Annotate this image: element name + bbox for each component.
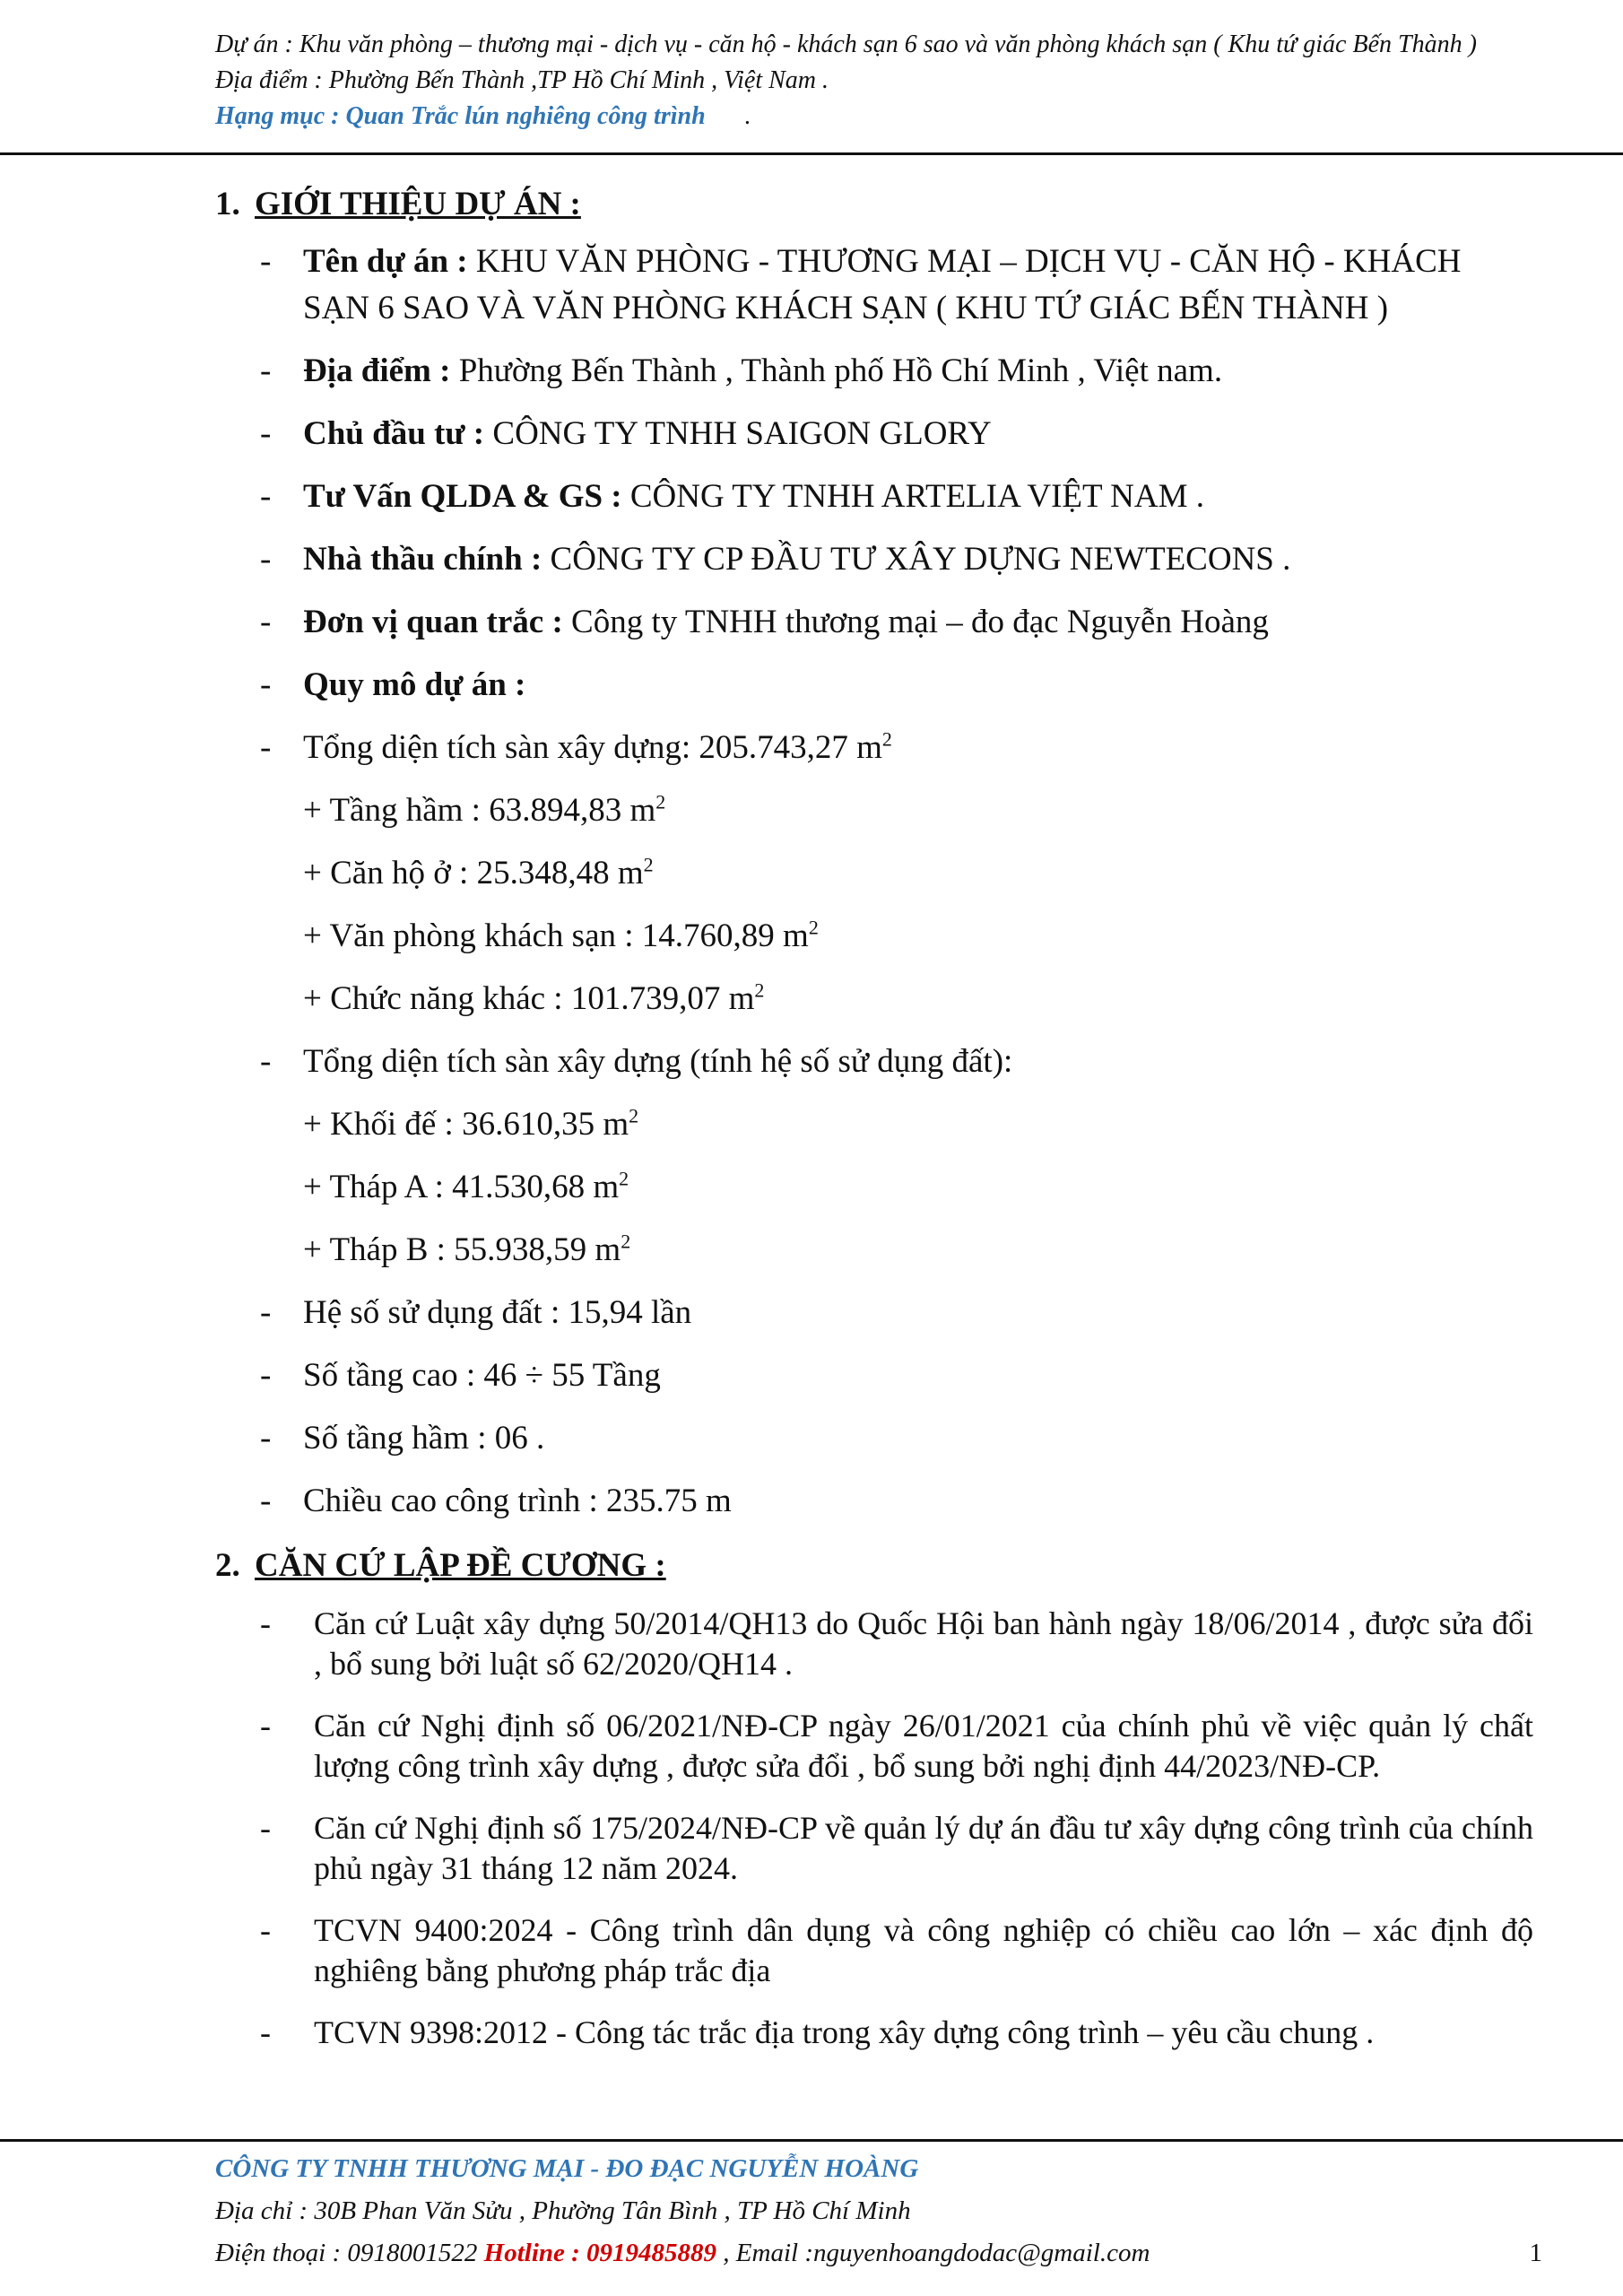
bullet-dash: - — [260, 1810, 271, 1846]
unit-superscript: 2 — [808, 916, 819, 939]
floor-area-apartments: + Căn hộ ở : 25.348,48 m — [303, 855, 644, 891]
header-divider — [0, 152, 1623, 155]
unit-superscript: 2 — [655, 790, 666, 813]
section-1-number: 1. — [215, 186, 240, 222]
item-label: Tư Vấn QLDA & GS : — [303, 478, 622, 515]
floor-area-part — [215, 850, 1533, 897]
bullet-dash: - — [260, 666, 272, 703]
legal-basis-item — [215, 1706, 1533, 1787]
building-height: Chiều cao công trình : 235.75 m — [303, 1483, 732, 1519]
header-category-line — [215, 99, 1560, 135]
legal-basis-text: TCVN 9400:2024 - Công trình dân dụng và công nghiệp có chiều cao lớn – xác định độ nghiêng bằng phương pháp trắc địa — [314, 1912, 1533, 1988]
land-use-coefficient: Hệ số sử dụng đất : 15,94 lần — [303, 1294, 692, 1331]
legal-basis-text: Căn cứ Luật xây dựng 50/2014/QH13 do Quốc Hội ban hành ngày 18/06/2014 , được sửa đổi , bổ sung bởi luật số 62/2020/QH14 . — [314, 1605, 1533, 1682]
legal-basis-item — [215, 1604, 1533, 1684]
unit-superscript: 2 — [881, 727, 892, 751]
stat-item — [215, 1415, 1533, 1462]
far-tower-b: + Tháp B : 55.938,59 m — [303, 1231, 621, 1268]
header-category-dot: . — [744, 102, 751, 130]
total-floor-area: Tổng diện tích sàn xây dựng: 205.743,27 m — [303, 729, 882, 766]
floor-area-part — [215, 787, 1533, 834]
page-number: 1 — [1529, 2239, 1542, 2267]
bullet-dash: - — [260, 2014, 271, 2050]
unit-superscript: 2 — [621, 1230, 631, 1253]
far-part — [215, 1227, 1533, 1274]
project-name-item — [215, 239, 1533, 332]
legal-basis-item — [215, 2013, 1533, 2053]
item-label: Nhà thầu chính : — [303, 541, 542, 578]
legal-basis-text: Căn cứ Nghị định số 175/2024/NĐ-CP về quản lý dự án đầu tư xây dựng công trình của chính phủ ngày 31 tháng 12 năm 2024. — [314, 1810, 1533, 1886]
page-footer — [215, 2148, 1542, 2274]
main-contractor-item — [215, 536, 1533, 583]
footer-contact-line — [215, 2232, 1542, 2274]
item-value: CÔNG TY TNHH SAIGON GLORY — [484, 415, 992, 452]
section-2-heading — [215, 1541, 1533, 1591]
bullet-dash: - — [260, 1605, 271, 1641]
document-body — [215, 179, 1533, 2074]
footer-company: CÔNG TY TNHH THƯƠNG MẠI - ĐO ĐẠC NGUYỄN HOÀNG — [215, 2154, 919, 2183]
far-part — [215, 1101, 1533, 1148]
section-2-number: 2. — [215, 1547, 240, 1584]
stat-item — [215, 1478, 1533, 1525]
floor-area-part — [215, 976, 1533, 1022]
consultant-item — [215, 474, 1533, 520]
bullet-dash: - — [260, 1043, 272, 1080]
legal-basis-item — [215, 1910, 1533, 1991]
unit-superscript: 2 — [754, 978, 765, 1002]
item-label: Đơn vị quan trắc : — [303, 604, 563, 640]
bullet-dash: - — [260, 604, 272, 640]
floor-area-basement: + Tầng hầm : 63.894,83 m — [303, 792, 656, 829]
far-area: Tổng diện tích sàn xây dựng (tính hệ số sử dụng đất): — [303, 1043, 1013, 1080]
section-1-heading — [215, 179, 1533, 230]
footer-divider — [0, 2139, 1623, 2142]
item-value: Phường Bến Thành , Thành phố Hồ Chí Minh , Việt nam. — [450, 352, 1223, 389]
legal-basis-text: Căn cứ Nghị định số 06/2021/NĐ-CP ngày 26/01/2021 của chính phủ về việc quản lý chất lượng công trình xây dựng , được sửa đổi , bổ sung bởi nghị định 44/2023/NĐ-CP. — [314, 1708, 1533, 1784]
item-label: Chủ đầu tư : — [303, 415, 485, 452]
bullet-dash: - — [260, 352, 272, 389]
location-item — [215, 348, 1533, 395]
total-floor-area-item — [215, 725, 1533, 771]
section-2-title: CĂN CỨ LẬP ĐỀ CƯƠNG : — [255, 1547, 666, 1584]
monitoring-unit-item — [215, 599, 1533, 646]
unit-superscript: 2 — [619, 1167, 629, 1190]
header-category: Hạng mục : Quan Trắc lún nghiêng công trình — [215, 102, 706, 130]
floor-area-hotel-office: + Văn phòng khách sạn : 14.760,89 m — [303, 918, 809, 954]
item-value: Công ty TNHH thương mại – đo đạc Nguyễn Hoàng — [562, 604, 1269, 640]
bullet-dash: - — [260, 478, 272, 515]
bullet-dash: - — [260, 729, 272, 766]
far-part — [215, 1164, 1533, 1211]
floor-area-part — [215, 913, 1533, 960]
item-label: Tên dự án : — [303, 243, 468, 280]
bullet-dash: - — [260, 1357, 272, 1394]
stat-item — [215, 1290, 1533, 1336]
bullet-dash: - — [260, 1483, 272, 1519]
item-value: CÔNG TY TNHH ARTELIA VIỆT NAM . — [621, 478, 1205, 515]
header-project-line: Dự án : Khu văn phòng – thương mại - dịch vụ - căn hộ - khách sạn 6 sao và văn phòng khách sạn ( Khu tứ giác Bến Thành ) — [215, 30, 1477, 58]
bullet-dash: - — [260, 415, 272, 452]
legal-basis-text: TCVN 9398:2012 - Công tác trắc địa trong xây dựng công trình – yêu cầu chung . — [314, 2014, 1375, 2050]
bullet-dash: - — [260, 1294, 272, 1331]
item-value: CÔNG TY CP ĐẦU TƯ XÂY DỰNG NEWTECONS . — [542, 541, 1291, 578]
project-scale-item — [215, 662, 1533, 709]
far-area-item — [215, 1039, 1533, 1085]
bullet-dash: - — [260, 1912, 271, 1948]
page-header — [215, 27, 1560, 135]
basement-count: Số tầng hầm : 06 . — [303, 1420, 545, 1457]
far-podium: + Khối đế : 36.610,35 m — [303, 1106, 629, 1143]
item-label: Quy mô dự án : — [303, 666, 526, 703]
stat-item — [215, 1352, 1533, 1399]
unit-superscript: 2 — [629, 1104, 639, 1127]
footer-address: Địa chỉ : 30B Phan Văn Sửu , Phường Tân Bình , TP Hồ Chí Minh — [215, 2196, 911, 2225]
investor-item — [215, 411, 1533, 457]
far-tower-a: + Tháp A : 41.530,68 m — [303, 1169, 620, 1205]
bullet-dash: - — [260, 541, 272, 578]
item-label: Địa điểm : — [303, 352, 451, 389]
header-location-line: Địa điểm : Phường Bến Thành ,TP Hồ Chí Minh , Việt Nam . — [215, 66, 829, 94]
footer-email: , Email :nguyenhoangdodac@gmail.com — [716, 2239, 1150, 2267]
bullet-dash: - — [260, 1420, 272, 1457]
item-value: KHU VĂN PHÒNG - THƯƠNG MẠI – DỊCH VỤ - CĂN HỘ - KHÁCH SẠN 6 SAO VÀ VĂN PHÒNG KHÁCH SẠN ( KHU TỨ GIÁC BẾN THÀNH ) — [303, 243, 1462, 326]
bullet-dash: - — [260, 1708, 271, 1744]
section-1-title: GIỚI THIỆU DỰ ÁN : — [255, 186, 581, 222]
footer-hotline: Hotline : 0919485889 — [483, 2239, 717, 2267]
footer-phone: Điện thoại : 0918001522 — [215, 2239, 484, 2267]
floor-count: Số tầng cao : 46 ÷ 55 Tầng — [303, 1357, 661, 1394]
bullet-dash: - — [260, 243, 272, 280]
floor-area-other: + Chức năng khác : 101.739,07 m — [303, 980, 755, 1017]
legal-basis-item — [215, 1808, 1533, 1889]
unit-superscript: 2 — [643, 853, 654, 876]
